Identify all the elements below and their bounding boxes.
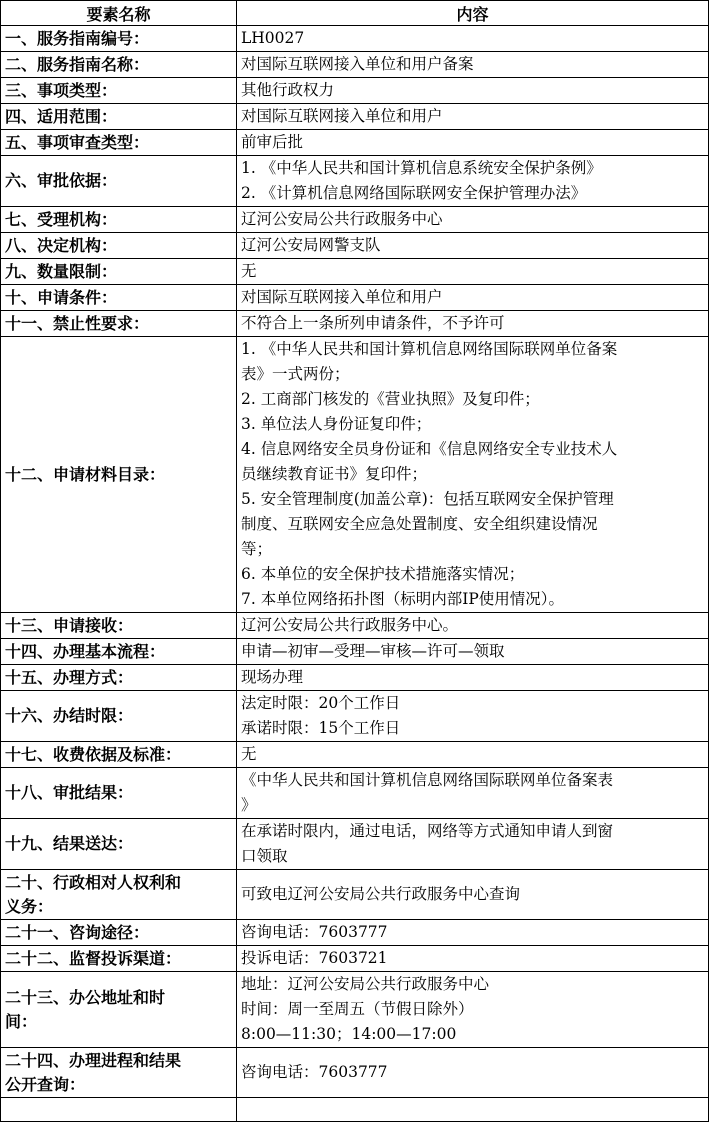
content-line: 可致电辽河公安局公共行政服务中心查询 — [241, 885, 521, 903]
row-content — [237, 920, 709, 946]
row-label: 六、审批依据： — [1, 156, 237, 207]
row-label: 二十二、监督投诉渠道： — [1, 946, 237, 972]
table-row — [1, 870, 709, 920]
table-row — [1, 156, 709, 207]
content-line: 现场办理 — [241, 668, 304, 686]
row-content — [237, 285, 709, 311]
table-row — [1, 920, 709, 946]
content-line: 咨询电话：7603777 — [241, 923, 388, 941]
empty-cell — [1, 1098, 237, 1122]
content-line: 5. 安全管理制度(加盖公章)：包括互联网安全保护管理 — [241, 490, 614, 508]
content-line: 对国际互联网接入单位和用户备案 — [241, 55, 474, 73]
row-label: 十一、禁止性要求： — [1, 311, 237, 337]
content-line: 申请—初审—受理—审核—许可—领取 — [241, 642, 505, 660]
row-label: 十三、申请接收： — [1, 613, 237, 639]
table-body — [1, 26, 709, 1122]
row-label: 二十一、咨询途径： — [1, 920, 237, 946]
table-row — [1, 233, 709, 259]
row-content — [237, 311, 709, 337]
row-content — [237, 337, 709, 613]
row-label: 十五、办理方式： — [1, 665, 237, 691]
header-content: 内容 — [237, 1, 709, 26]
table-row — [1, 613, 709, 639]
row-content — [237, 870, 709, 920]
content-line: 其他行政权力 — [241, 81, 335, 99]
row-content — [237, 259, 709, 285]
content-line: 咨询电话：7603777 — [241, 1063, 388, 1081]
content-line: 辽河公安局公共行政服务中心 — [241, 210, 443, 228]
table-row — [1, 104, 709, 130]
table-row — [1, 972, 709, 1048]
row-label: 二十四、办理进程和结果 公开查询： — [1, 1048, 237, 1098]
content-line: 6. 本单位的安全保护技术措施落实情况； — [241, 565, 525, 583]
empty-cell — [237, 1098, 709, 1122]
table-row — [1, 1048, 709, 1098]
row-label: 二十、行政相对人权利和 义务： — [1, 870, 237, 920]
table-row — [1, 207, 709, 233]
content-line: 4. 信息网络安全员身份证和《信息网络安全专业技术人 — [241, 440, 618, 458]
row-content — [237, 104, 709, 130]
content-line: 口领取 — [241, 847, 288, 865]
row-label: 十二、申请材料目录： — [1, 337, 237, 613]
content-line: 前审后批 — [241, 133, 304, 151]
content-line: 》 — [241, 796, 257, 814]
row-label: 十八、审批结果： — [1, 768, 237, 819]
row-content — [237, 665, 709, 691]
row-label: 十七、收费依据及标准： — [1, 742, 237, 768]
row-content — [237, 156, 709, 207]
content-line: 等； — [241, 540, 273, 558]
row-content — [237, 26, 709, 52]
row-content — [237, 613, 709, 639]
row-content — [237, 233, 709, 259]
row-label: 四、适用范围： — [1, 104, 237, 130]
row-content — [237, 130, 709, 156]
table-row — [1, 311, 709, 337]
content-line: 2. 《计算机信息网络国际联网安全保护管理办法》 — [241, 184, 587, 202]
content-line: 地址：辽河公安局公共行政服务中心 — [241, 975, 490, 993]
content-line: 8:00—11:30；14:00—17:00 — [241, 1025, 457, 1043]
table-row — [1, 742, 709, 768]
row-label: 二、服务指南名称： — [1, 52, 237, 78]
content-line: 3. 单位法人身份证复印件； — [241, 415, 432, 433]
table-row — [1, 819, 709, 870]
content-line: 不符合上一条所列申请条件，不予许可 — [241, 314, 505, 332]
content-line: 1. 《中华人民共和国计算机信息系统安全保护条例》 — [241, 159, 602, 177]
content-line: 在承诺时限内，通过电话，网络等方式通知申请人到窗 — [241, 822, 614, 840]
content-line: 1. 《中华人民共和国计算机信息网络国际联网单位备案 — [241, 340, 618, 358]
content-line: 员继续教育证书》复印件； — [241, 465, 428, 483]
table-row — [1, 78, 709, 104]
content-line: 无 — [241, 745, 257, 763]
table-row — [1, 130, 709, 156]
table-row — [1, 26, 709, 52]
row-label: 十四、办理基本流程： — [1, 639, 237, 665]
content-line: LH0027 — [241, 29, 305, 47]
row-content — [237, 691, 709, 742]
row-content — [237, 819, 709, 870]
content-line: 对国际互联网接入单位和用户 — [241, 107, 443, 125]
content-line: 法定时限：20个工作日 — [241, 694, 401, 712]
table-row — [1, 285, 709, 311]
content-line: 制度、互联网安全应急处置制度、安全组织建设情况 — [241, 515, 598, 533]
row-content — [237, 52, 709, 78]
row-label: 一、服务指南编号： — [1, 26, 237, 52]
row-label: 九、数量限制： — [1, 259, 237, 285]
content-line: 辽河公安局网警支队 — [241, 236, 381, 254]
content-line: 7. 本单位网络拓扑图（标明内部IP使用情况）。 — [241, 590, 565, 608]
content-line: 表》一式两份； — [241, 365, 350, 383]
content-line: 对国际互联网接入单位和用户 — [241, 288, 443, 306]
row-label: 十六、办结时限： — [1, 691, 237, 742]
row-content — [237, 742, 709, 768]
row-content — [237, 972, 709, 1048]
content-line: 无 — [241, 262, 257, 280]
row-content — [237, 946, 709, 972]
content-line: 辽河公安局公共行政服务中心。 — [241, 616, 459, 634]
content-line: 投诉电话：7603721 — [241, 949, 388, 967]
row-label: 十、申请条件： — [1, 285, 237, 311]
content-line: 承诺时限：15个工作日 — [241, 719, 401, 737]
row-label: 五、事项审查类型： — [1, 130, 237, 156]
row-label: 二十三、办公地址和时 间： — [1, 972, 237, 1048]
row-content — [237, 78, 709, 104]
table-row — [1, 639, 709, 665]
table-row — [1, 768, 709, 819]
empty-row — [1, 1098, 709, 1122]
row-content — [237, 1048, 709, 1098]
table-row — [1, 259, 709, 285]
row-content — [237, 768, 709, 819]
row-label: 十九、结果送达： — [1, 819, 237, 870]
table-row — [1, 691, 709, 742]
row-content — [237, 207, 709, 233]
header-row — [1, 1, 709, 26]
header-element-name: 要素名称 — [1, 1, 237, 26]
table-row — [1, 337, 709, 613]
row-label: 三、事项类型： — [1, 78, 237, 104]
table-row — [1, 946, 709, 972]
row-content — [237, 639, 709, 665]
content-line: 时间：周一至周五（节假日除外） — [241, 1000, 474, 1018]
content-line: 《中华人民共和国计算机信息网络国际联网单位备案表 — [241, 771, 614, 789]
table-row — [1, 665, 709, 691]
row-label: 八、决定机构： — [1, 233, 237, 259]
content-line: 2. 工商部门核发的《营业执照》及复印件； — [241, 390, 540, 408]
row-label: 七、受理机构： — [1, 207, 237, 233]
table-row — [1, 52, 709, 78]
